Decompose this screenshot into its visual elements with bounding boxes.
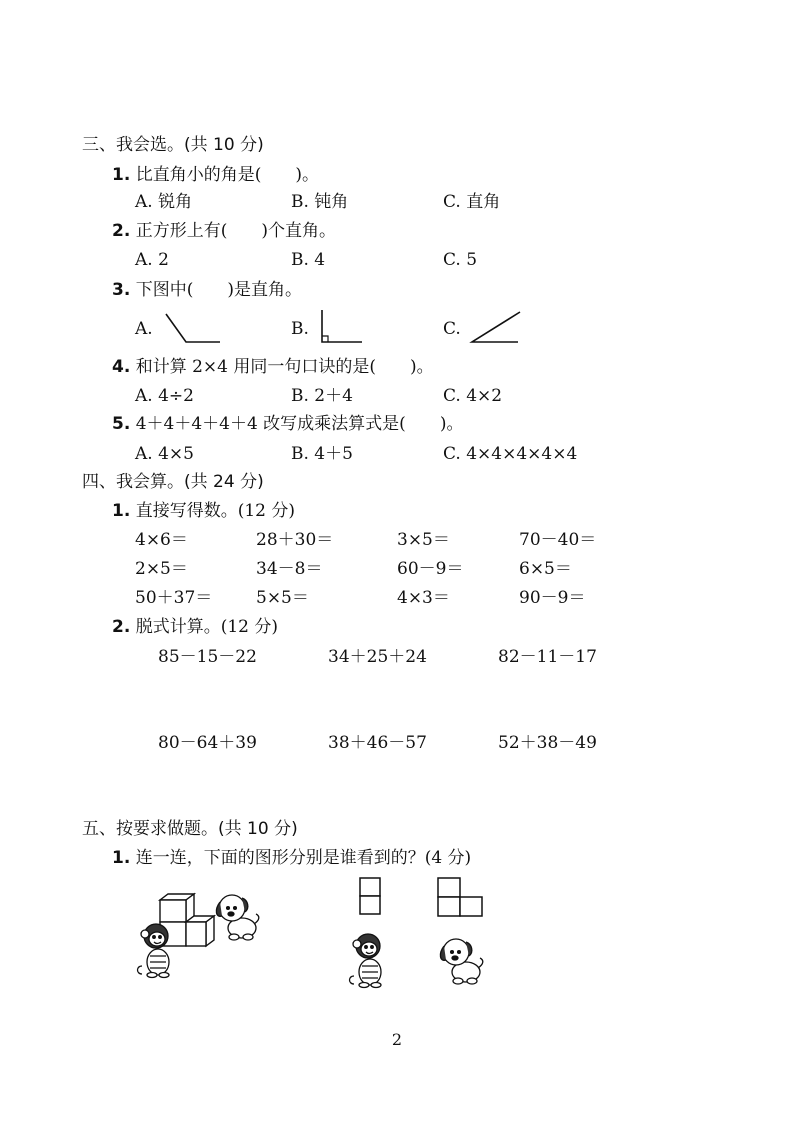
option-b: B. 4＋5 <box>291 444 353 464</box>
question-number: 2. <box>112 221 131 241</box>
option-c: C. 5 <box>443 250 478 270</box>
oral-calc-item: 4×6＝ <box>135 530 188 550</box>
option-a: A. 4×5 <box>135 444 194 464</box>
problem-4-2 <box>112 616 278 638</box>
option-a: A. <box>135 319 153 339</box>
oral-calc-item: 4×3＝ <box>397 588 450 608</box>
question-number: 5. <box>112 414 131 434</box>
oral-calc-item: 50＋37＝ <box>135 588 213 608</box>
question-number: 1. <box>112 165 131 185</box>
option-a: A. 锐角 <box>135 192 193 212</box>
question-number: 1. <box>112 848 131 868</box>
oral-calc-item: 60－9＝ <box>397 559 464 579</box>
oral-calc-item: 34－8＝ <box>256 559 323 579</box>
monkey-icon <box>346 930 388 988</box>
question-3-1 <box>112 164 319 186</box>
step-calc-item: 85－15－22 <box>158 647 257 667</box>
option-c: C. 4×2 <box>443 386 503 406</box>
oral-calc-item: 2×5＝ <box>135 559 188 579</box>
view-two-squares-figure <box>358 876 382 916</box>
option-b: B. <box>291 319 309 339</box>
question-text: 脱式计算。(12 分) <box>135 617 279 637</box>
step-calc-item: 82－11－17 <box>498 647 597 667</box>
question-3-2 <box>112 220 336 242</box>
question-text: 比直角小的角是( )。 <box>135 165 319 185</box>
page-number: 2 <box>391 1030 403 1049</box>
angle-b-right-figure <box>318 308 366 344</box>
question-number: 3. <box>112 280 131 300</box>
question-text: 正方形上有( )个直角。 <box>135 221 336 241</box>
option-a: A. 4÷2 <box>135 386 194 406</box>
section-3-title: 三、我会选。(共 10 分) <box>82 135 264 155</box>
angle-a-obtuse-figure <box>164 312 224 344</box>
question-3-5 <box>112 413 463 435</box>
section-5-title: 五、按要求做题。(共 10 分) <box>82 819 298 839</box>
option-c: C. 直角 <box>443 192 501 212</box>
puppy-icon <box>438 936 484 986</box>
oral-calc-item: 90－9＝ <box>519 588 586 608</box>
oral-calc-item: 70－40＝ <box>519 530 597 550</box>
problem-4-1 <box>112 500 295 522</box>
puppy-icon <box>214 892 260 942</box>
option-b: B. 2＋4 <box>291 386 353 406</box>
option-b: B. 4 <box>291 250 326 270</box>
step-calc-item: 52＋38－49 <box>498 733 597 753</box>
oral-calc-item: 6×5＝ <box>519 559 572 579</box>
question-text: 4＋4＋4＋4＋4 改写成乘法算式是( )。 <box>135 414 464 434</box>
question-text: 下图中( )是直角。 <box>135 280 302 300</box>
question-5-1 <box>112 847 471 869</box>
question-number: 4. <box>112 357 131 377</box>
step-calc-item: 34＋25＋24 <box>328 647 427 667</box>
step-calc-item: 38＋46－57 <box>328 733 427 753</box>
view-l-shape-figure <box>436 876 484 918</box>
step-calc-item: 80－64＋39 <box>158 733 257 753</box>
question-3-4 <box>112 356 434 378</box>
oral-calc-item: 5×5＝ <box>256 588 309 608</box>
section-4-title: 四、我会算。(共 24 分) <box>82 472 264 492</box>
angle-c-acute-figure <box>468 310 524 344</box>
question-number: 2. <box>112 617 131 637</box>
question-3-3 <box>112 279 302 301</box>
oral-calc-item: 3×5＝ <box>397 530 450 550</box>
question-text: 直接写得数。(12 分) <box>135 501 296 521</box>
option-c: C. <box>443 319 461 339</box>
option-b: B. 钝角 <box>291 192 349 212</box>
option-c: C. 4×4×4×4×4 <box>443 444 578 464</box>
option-a: A. 2 <box>135 250 169 270</box>
question-text: 连一连，下面的图形分别是谁看到的？(4 分) <box>135 848 472 868</box>
monkey-icon <box>134 920 176 978</box>
oral-calc-item: 28＋30＝ <box>256 530 334 550</box>
question-text: 和计算 2×4 用同一句口诀的是( )。 <box>135 357 434 377</box>
question-number: 1. <box>112 501 131 521</box>
